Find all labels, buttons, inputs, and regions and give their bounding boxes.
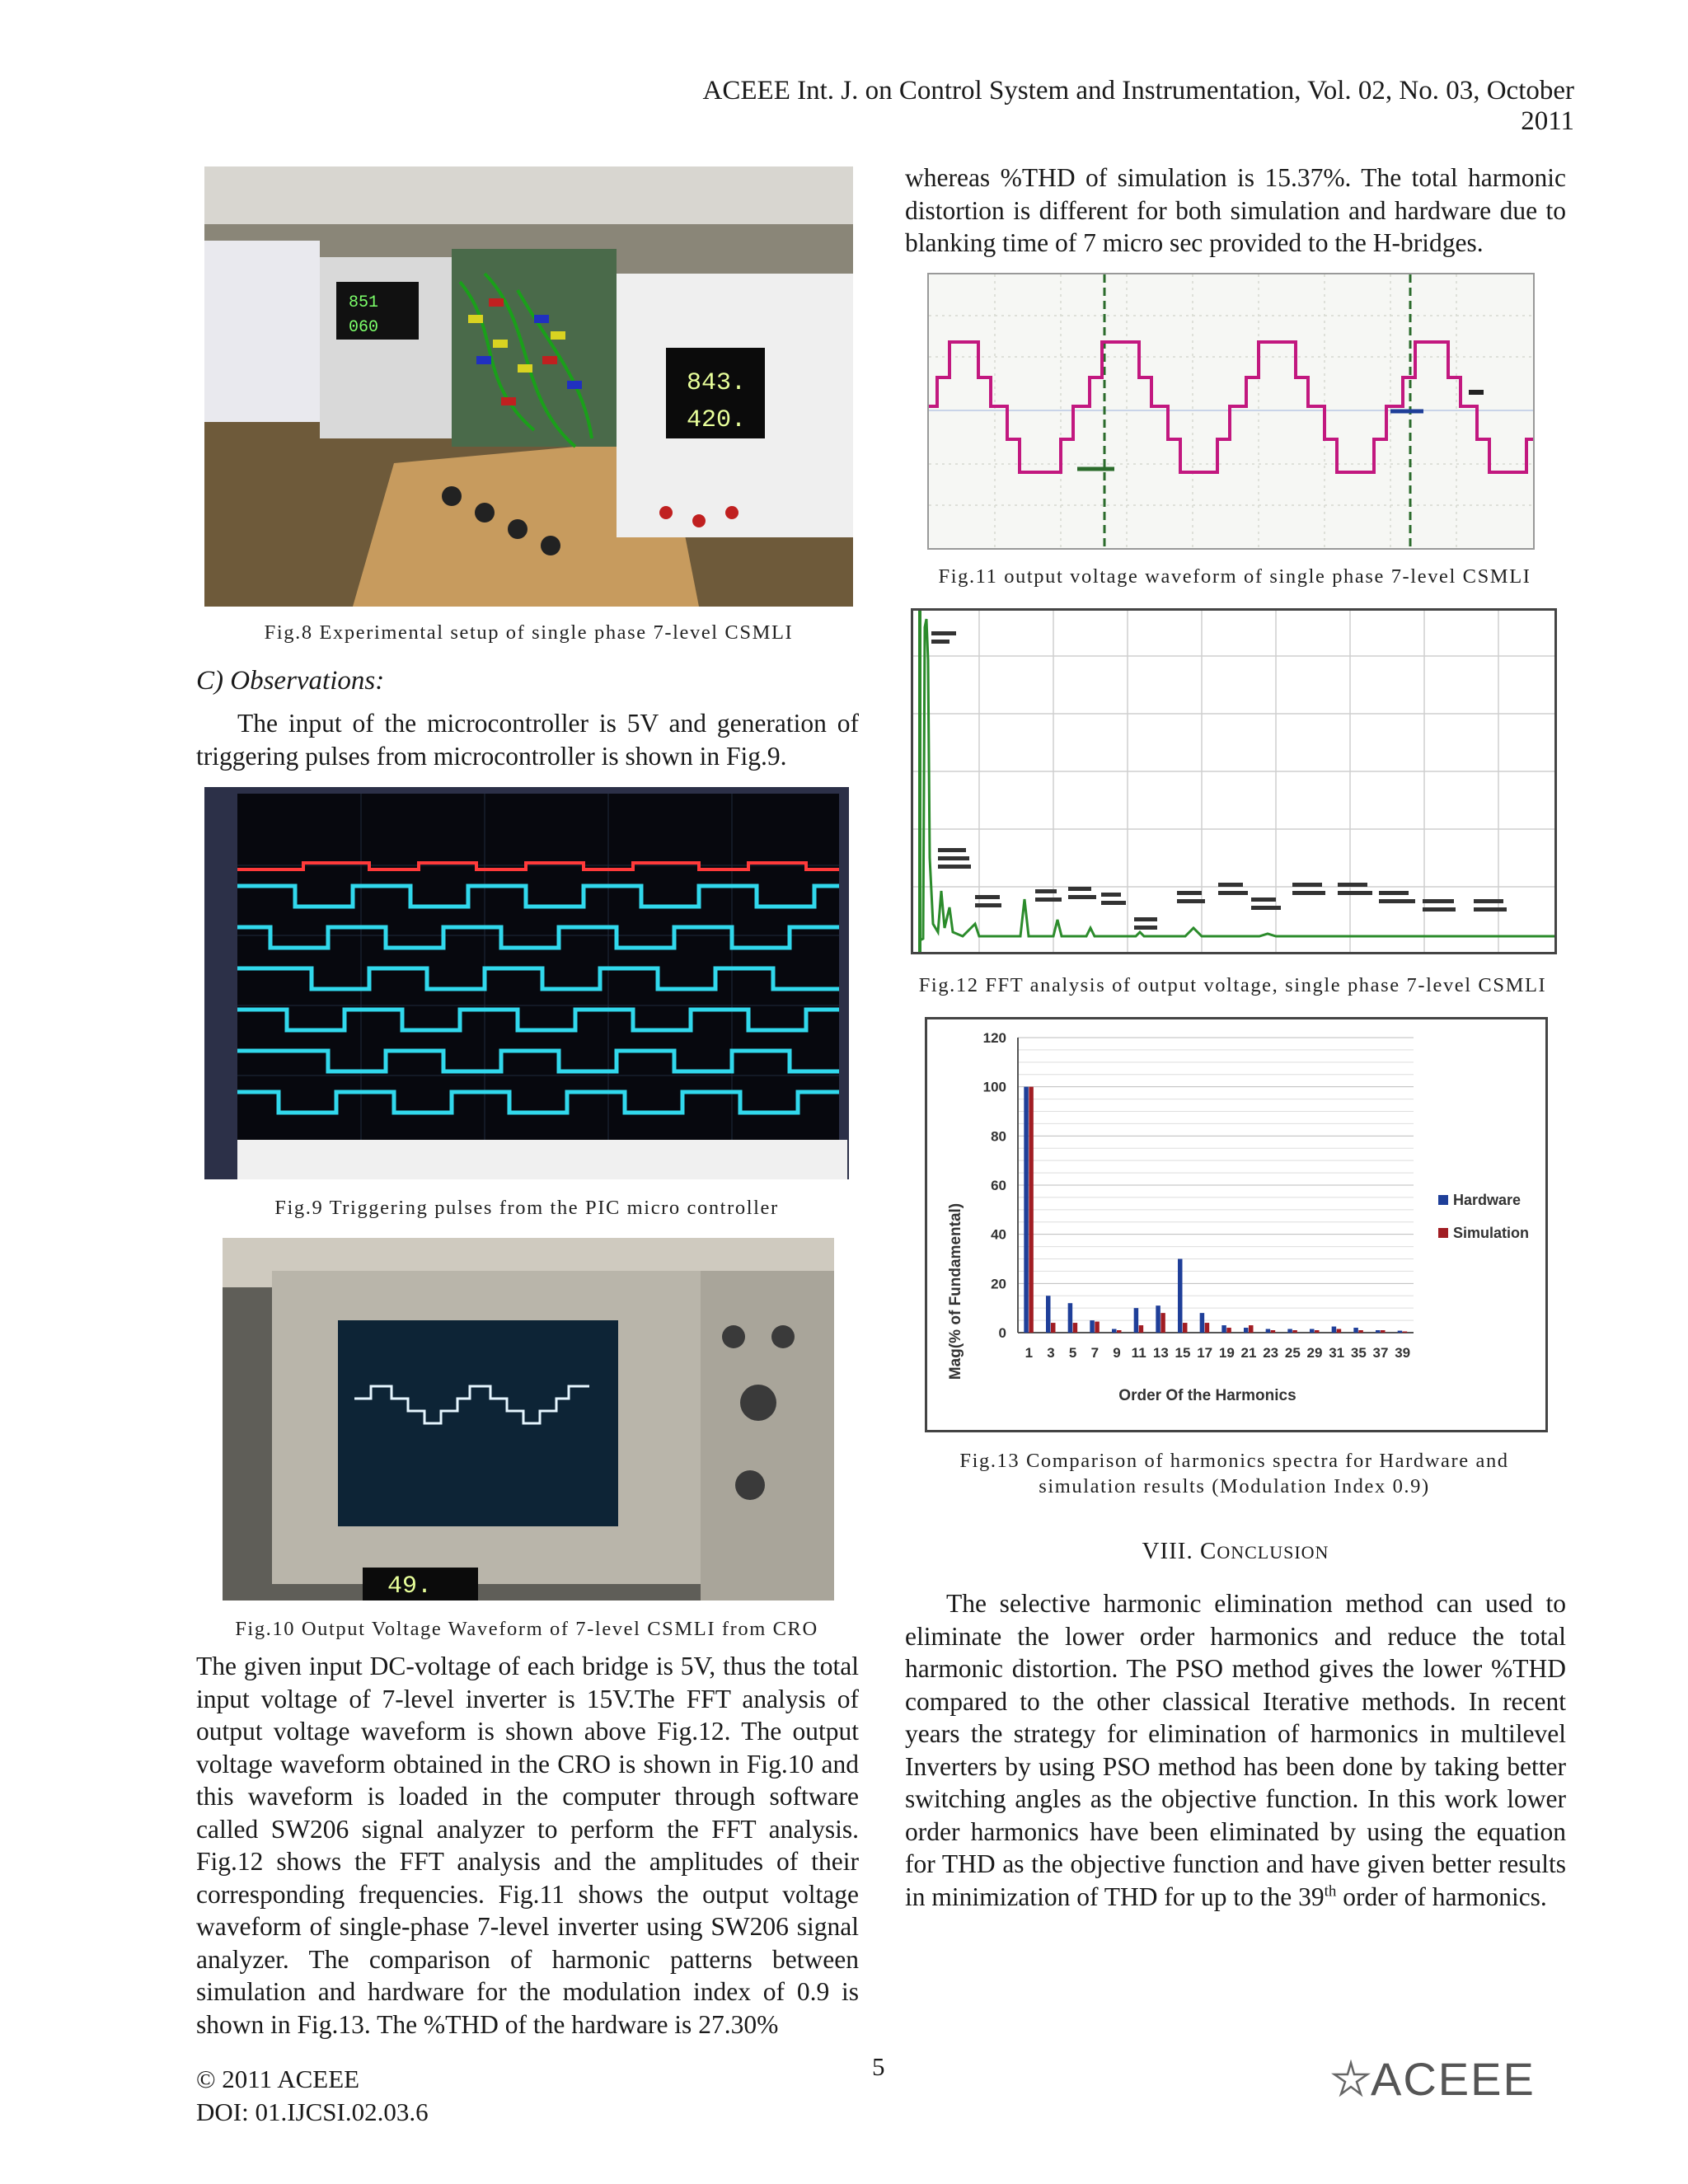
section-c-heading: C) Observations: [196,666,385,696]
fig13-xtick-label: 15 [1175,1345,1191,1361]
fig13-bar-simulation [1271,1330,1276,1333]
conclusion-text: The selective harmonic elimination method can used to eliminate the lower order harmonics and reduce the total harmonic distortion. The PSO method gives the lower %THD compared to the other classical Iterative methods. In recent years the strategy for elimination of harmonics in multilevel Inverters by using PSO method has been done by taking better switching angles as the objective function. In this work lower order harmonics have been eliminated by using the equation for THD as the objective function and have given better results in minimization of THD for up to the 39 [905,1589,1566,1911]
aceee-logo [1331,2052,1536,2106]
left-body-paragraph: The given input DC-voltage of each bridge is 5V, thus the total input voltage of 7-level inverter is 15V.The FFT analysis of output voltage waveform is shown above Fig.12. The output voltage waveform obtained in the CRO is shown in Fig.10 and this waveform is loaded in the computer through software called SW206 signal analyzer to perform the FFT analysis. Fig.12 shows the FFT analysis and the amplitudes of their corresponding frequencies. Fig.11 shows the output voltage waveform of single-phase 7-level inverter using SW206 signal analyzer. The comparison of harmonic patterns between simulation and hardware for the modulation index of 0.9 is shown in Fig.13. The %THD of the hardware is 27.30% [196,1652,859,2039]
page-number: 5 [872,2052,885,2081]
fig13-bar-simulation [1249,1325,1254,1333]
fig13-bar-hardware [1398,1331,1403,1333]
section-c-paragraph: The input of the microcontroller is 5V and generation of triggering pulses from microcontroller is shown in Fig.9. [196,709,859,771]
fig13-bar-simulation [1139,1325,1144,1333]
fig13-bar-simulation [1226,1328,1231,1333]
conclusion-heading [905,1538,1566,1565]
fig13-bar-hardware [1266,1329,1271,1333]
fig13-bar-simulation [1403,1332,1408,1333]
fig11-waveform-plot [927,273,1535,550]
fig13-bar-hardware [1068,1303,1073,1333]
fig13-bar-hardware [1287,1329,1292,1333]
fig8-caption: Fig.8 Experimental setup of single phase 7-level CSMLI [264,621,794,644]
fig13-ytick-label: 40 [991,1226,1006,1243]
fig13-bar-simulation [1315,1330,1320,1333]
fig13-legend-swatch [1438,1195,1448,1205]
fig13-xtick-label: 35 [1350,1345,1367,1361]
fig13-xtick-label: 23 [1263,1345,1279,1361]
fig13-ytick-label: 20 [991,1276,1006,1292]
copyright: © 2011 ACEEE [196,2064,360,2093]
running-header: ACEEE Int. J. on Control System and Instrumentation, Vol. 02, No. 03, October 2011 [702,76,1574,136]
fig13-bar-hardware [1353,1328,1358,1333]
fig13-bar-simulation [1051,1323,1056,1333]
fig13-ytick-label: 100 [982,1079,1006,1095]
fig13-legend-swatch [1438,1228,1448,1238]
fig10-photo [223,1238,834,1601]
fig13-legend-label: Hardware [1453,1192,1522,1208]
fig13-ytick-label: 120 [982,1030,1006,1046]
fig13-xtick-label: 13 [1152,1345,1169,1361]
fig13-bar-hardware [1221,1325,1226,1333]
fig13-bar-simulation [1292,1330,1297,1333]
conclusion-paragraph [905,1587,1566,1913]
fig13-bar-hardware [1200,1313,1205,1333]
fig13-ytick-label: 0 [998,1325,1006,1341]
fig13-bar-hardware [1134,1308,1139,1333]
right-top-paragraph: whereas %THD of simulation is 15.37%. The total harmonic distortion is different for both simulation and hardware due to blanking time of 7 micro sec provided to the H-bridges. [905,163,1566,257]
fig13-xtick-label: 29 [1306,1345,1323,1361]
fig13-bar-simulation [1117,1330,1122,1333]
fig13-xtick-label: 25 [1284,1345,1301,1361]
fig13-xtick-label: 19 [1218,1345,1235,1361]
fig8-display-bottom: 060 [349,318,379,337]
fig13-bar-hardware [1332,1327,1337,1333]
fig13-xtick-label: 39 [1395,1345,1411,1361]
fig12-caption: Fig.12 FFT analysis of output voltage, single phase 7-level CSMLI [918,974,1547,996]
fig8-photo [204,166,853,607]
fig13-xtick-label: 5 [1068,1345,1077,1361]
fig13-ytick-label: 60 [991,1178,1006,1193]
logo-text: ACEEE [1371,2053,1536,2105]
fig13-xtick-label: 21 [1240,1345,1257,1361]
fig9-photo [204,787,849,1179]
conclusion-heading-rest: ONCLUSION [1217,1542,1329,1563]
fig13-xtick-label: 37 [1372,1345,1389,1361]
fig13-bar-hardware [1112,1329,1117,1333]
fig13-caption-line1: Fig.13 Comparison of harmonics spectra for Hardware and [959,1450,1509,1472]
conclusion-sup: th [1324,1882,1337,1900]
fig13-ytick-label: 80 [991,1128,1006,1145]
fig13-caption-line2: simulation results (Modulation Index 0.9) [1039,1475,1430,1497]
fig13-xtick-label: 7 [1090,1345,1100,1361]
conclusion-heading-prefix: VIII. C [1142,1538,1217,1564]
fig13-xtick-label: 9 [1113,1345,1121,1361]
fig8-display2-top: 843. [687,369,747,397]
fig13-xtick-label: 11 [1131,1345,1146,1361]
fig13-bar-hardware [1310,1329,1315,1333]
conclusion-text-end: order of harmonics. [1336,1882,1547,1911]
fig11-caption: Fig.11 output voltage waveform of single phase 7-level CSMLI [938,565,1531,588]
fig13-bar-simulation [1160,1313,1165,1333]
fig13-ylabel: Mag(% of Fundamental) [947,1202,964,1380]
doi: DOI: 01.IJCSI.02.03.6 [196,2097,429,2126]
fig8-display-top: 851 [349,293,379,312]
fig13-legend-label: Simulation [1453,1225,1530,1241]
fig10-display: 49. [387,1572,433,1601]
fig13-xtick-label: 17 [1197,1345,1213,1361]
fig13-bar-simulation [1381,1330,1386,1333]
fig13-bar-hardware [1046,1296,1051,1333]
fig9-caption: Fig.9 Triggering pulses from the PIC micro controller [274,1197,779,1219]
fig13-bar-simulation [1358,1330,1363,1333]
fig13-bar-hardware [1156,1305,1160,1333]
fig13-bar-simulation [1073,1323,1078,1333]
fig13-bar-simulation [1205,1323,1210,1333]
fig13-xtick-label: 3 [1047,1345,1055,1361]
fig10-caption: Fig.10 Output Voltage Waveform of 7-level CSMLI from CRO [235,1618,818,1640]
fig13-bar-simulation [1337,1329,1342,1333]
fig13-bar-hardware [1244,1328,1249,1333]
fig13-bar-simulation [1095,1322,1100,1333]
fig12-fft-plot [911,608,1557,954]
fig13-bar-simulation [1029,1087,1034,1333]
fig13-bar-hardware [1376,1330,1381,1333]
fig13-bar-hardware [1024,1087,1029,1333]
fig13-xlabel: Order Of the Harmonics [1118,1387,1296,1404]
star-icon [1331,2060,1371,2099]
fig8-display2-bottom: 420. [687,406,747,434]
fig13-xtick-label: 1 [1025,1345,1034,1361]
fig13-chart [925,1017,1548,1432]
fig13-bar-hardware [1178,1259,1183,1333]
fig13-bar-hardware [1090,1320,1095,1333]
fig13-xtick-label: 31 [1329,1345,1345,1361]
fig13-bar-simulation [1183,1323,1188,1333]
